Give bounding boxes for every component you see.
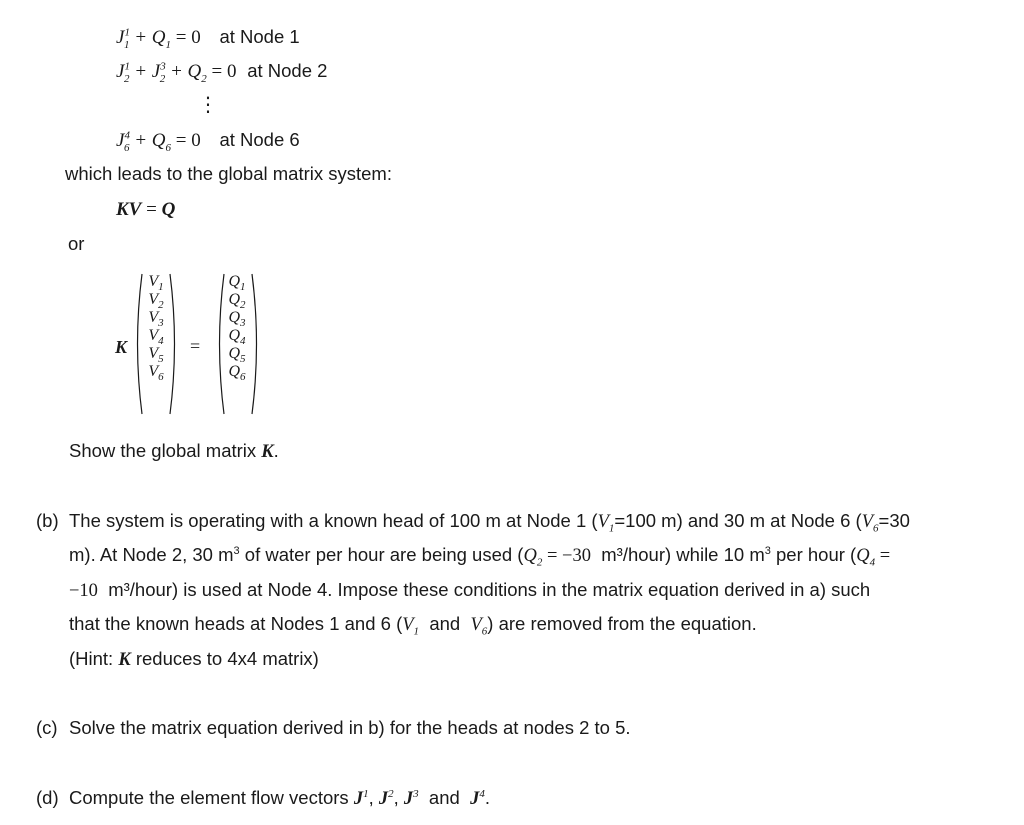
v4: $V_4$ bbox=[148, 327, 164, 348]
part-c-text: Solve the matrix equation derived in b) for the heads at nodes 2 to 5. bbox=[69, 717, 631, 738]
global-system-rhs: Q bbox=[161, 199, 176, 220]
d-text-and: and bbox=[428, 787, 460, 808]
v3: $V_3$ bbox=[148, 309, 164, 330]
vector-Q bbox=[226, 273, 248, 384]
right-paren-q bbox=[250, 272, 262, 416]
b-line2-a: m). At Node 2, 30 m bbox=[69, 544, 234, 565]
node6-equation: $J^4_6 + Q_6 = 0$ at Node 6 bbox=[116, 129, 300, 154]
b-line1-a: The system is operating with a known head of 100 m at Node 1 ( bbox=[69, 510, 598, 531]
node2-label: at Node 2 bbox=[247, 60, 328, 81]
show-matrix-period: . bbox=[273, 440, 279, 461]
q6: $Q_6$ bbox=[228, 363, 246, 384]
or-text: or bbox=[68, 233, 85, 254]
v6: $V_6$ bbox=[148, 363, 164, 384]
leads-text: which leads to the global matrix system: bbox=[65, 163, 392, 184]
right-paren-v bbox=[168, 272, 180, 416]
q3: $Q_3$ bbox=[228, 309, 246, 330]
vertical-ellipsis: ⋮ bbox=[198, 92, 218, 116]
q2: $Q_2$ bbox=[228, 291, 246, 312]
node6-label: at Node 6 bbox=[219, 129, 300, 150]
v2: $V_2$ bbox=[148, 291, 164, 312]
d-text-a: Compute the element flow vectors bbox=[69, 787, 354, 808]
v1: $V_1$ bbox=[148, 273, 164, 294]
show-matrix-text bbox=[69, 440, 279, 463]
global-system-lhs: KV bbox=[116, 199, 142, 220]
part-d-text: Compute the element flow vectors $J^1$, $J^2$, $J^3$ and $J^4$. bbox=[69, 787, 490, 809]
matrix-equals: = bbox=[190, 336, 201, 356]
part-b-line2: m). At Node 2, 30 $m^3$ of water per hour are being used ($Q_2 = -30$ m³/hour) while 10 $m^3$ per hour ($Q_4$ = bbox=[69, 544, 891, 569]
left-paren-q bbox=[214, 272, 226, 416]
vector-V bbox=[145, 273, 167, 384]
q4: $Q_4$ bbox=[228, 327, 246, 348]
part-b-line4: that the known heads at Nodes 1 and 6 ($V_1$ and $V_6$) are removed from the equation. bbox=[69, 613, 757, 638]
b-line2-b: of water per hour are being used ( bbox=[239, 544, 524, 565]
b-line2-f: = bbox=[875, 546, 891, 566]
b-line1-b: =100 m) and 30 m at Node 6 ( bbox=[614, 510, 862, 531]
q1: $Q_1$ bbox=[228, 273, 246, 294]
node2-equation: $J^1_2 + J^3_2 + Q_2 = 0$ at Node 2 bbox=[116, 60, 328, 85]
b-hint-c: reduces to 4x4 matrix) bbox=[130, 648, 319, 669]
v5: $V_5$ bbox=[148, 345, 164, 366]
b-line2-c: = −30 bbox=[542, 546, 591, 566]
node1-equation: $J^1_1 + Q_1 = 0$ at Node 1 bbox=[116, 26, 300, 51]
part-b-line1: The system is operating with a known head of 100 m at Node 1 ($V_1=100$ m) and 30 m at Node 6 ($V_6=30$ bbox=[69, 510, 910, 535]
b-hint-a: (Hint: bbox=[69, 648, 119, 669]
b-line4-c: ) are removed from the equation. bbox=[487, 613, 757, 634]
b-line3-a: −10 bbox=[69, 581, 98, 601]
part-c-label: (c) bbox=[36, 717, 58, 738]
b-line1-c: =30 bbox=[878, 510, 910, 531]
q5: $Q_5$ bbox=[228, 345, 246, 366]
left-paren-v bbox=[132, 272, 144, 416]
part-d-label: (d) bbox=[36, 787, 59, 808]
b-line2-d: m³/hour) while 10 m bbox=[601, 544, 765, 565]
show-matrix-K: K bbox=[261, 442, 274, 462]
matrix-K: K bbox=[115, 337, 128, 357]
show-matrix-prefix: Show the global matrix bbox=[69, 440, 262, 461]
b-line2-e: per hour ( bbox=[770, 544, 857, 565]
b-line3-b: m³/hour) is used at Node 4. Impose these conditions in the matrix equation derived in a) such bbox=[108, 579, 871, 600]
b-line4-b: and bbox=[429, 613, 461, 634]
b-hint-K: K bbox=[118, 650, 131, 670]
part-b-hint bbox=[69, 648, 319, 671]
part-b-line3 bbox=[69, 579, 870, 602]
part-b-label: (b) bbox=[36, 510, 59, 531]
b-line4-a: that the known heads at Nodes 1 and 6 ( bbox=[69, 613, 403, 634]
global-system-equals: = bbox=[141, 199, 162, 220]
global-system-equation bbox=[116, 199, 175, 221]
d-text-period: . bbox=[484, 787, 490, 808]
node1-label: at Node 1 bbox=[219, 26, 300, 47]
